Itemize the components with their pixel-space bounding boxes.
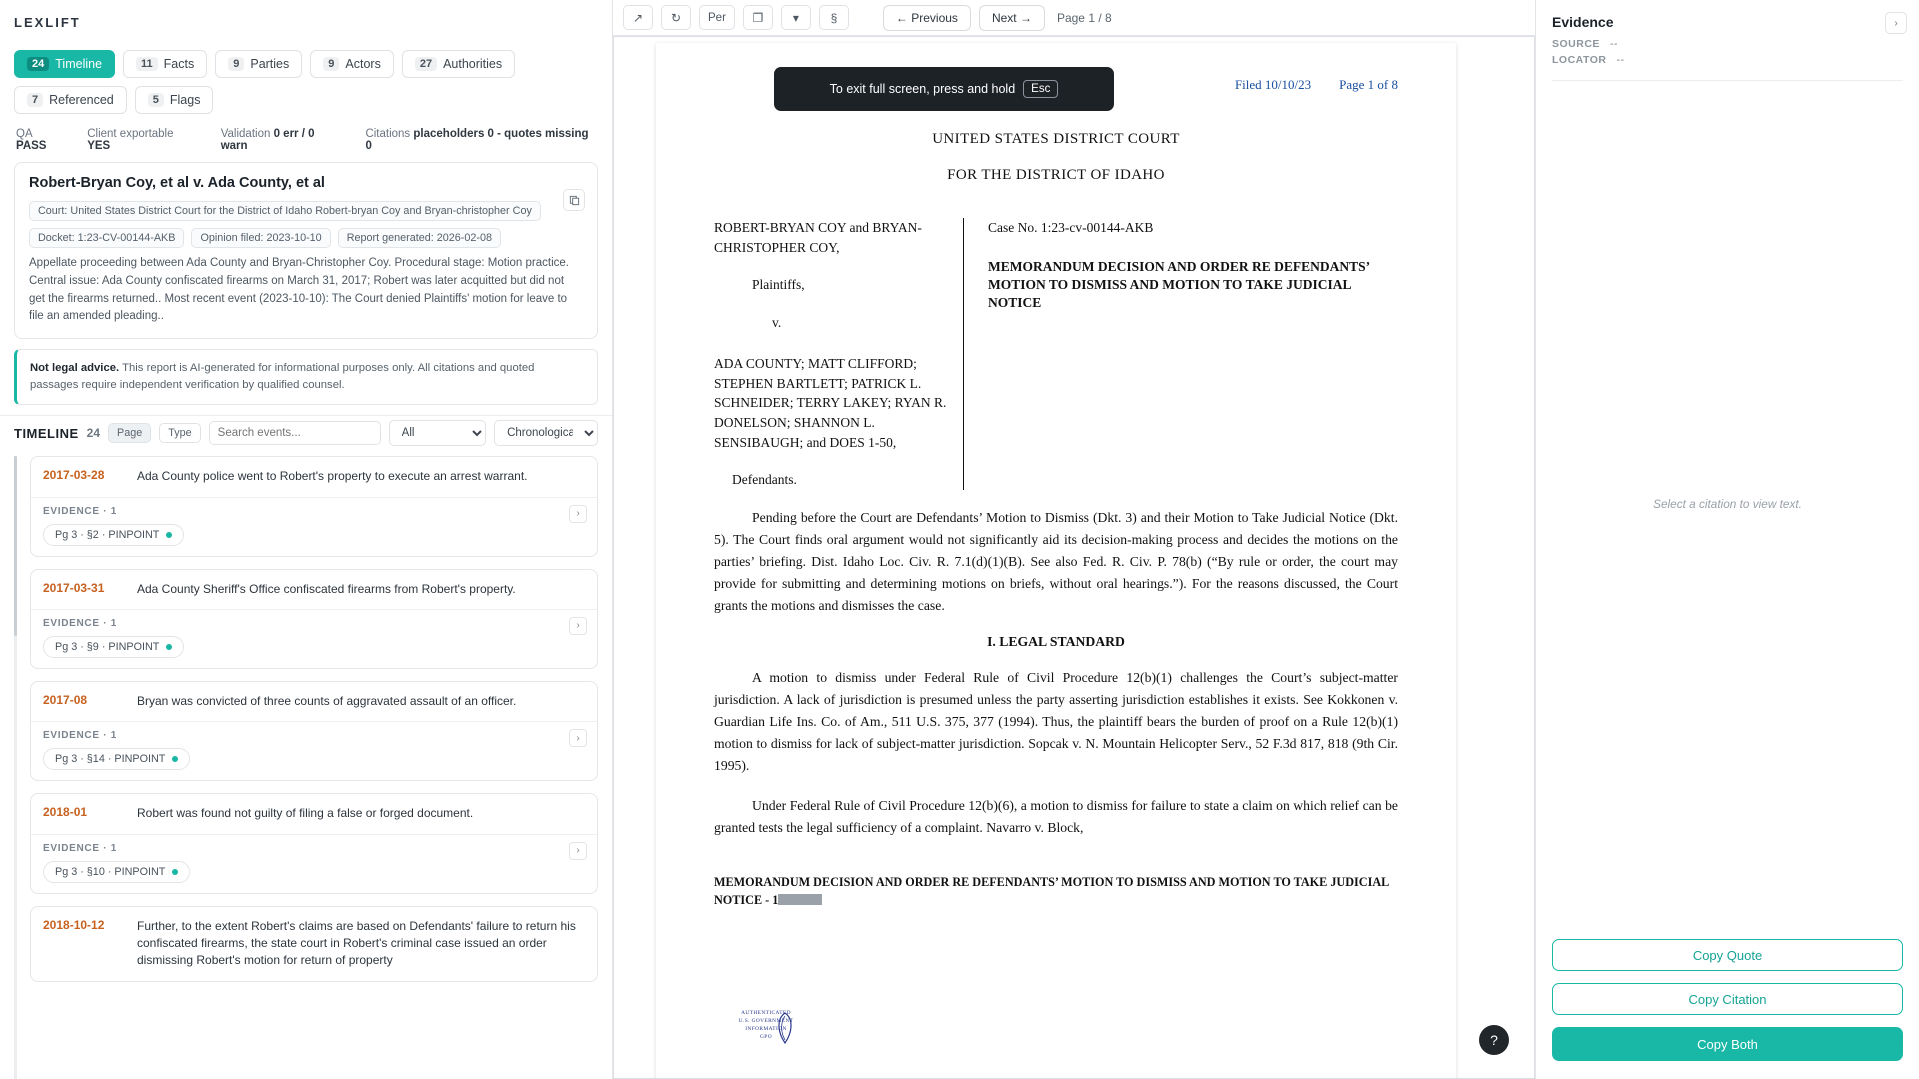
evidence-body: [1552, 80, 1903, 927]
document-footer: [714, 873, 1398, 910]
evidence-label: EVIDENCE · 1: [43, 842, 117, 854]
evidence-chip-row: [43, 636, 585, 658]
nav-chip-actors-count: 9: [323, 57, 339, 71]
document-paragraph-2: A motion to dismiss under Federal Rule of Civil Procedure 12(b)(1) challenges the Court’s subject-matter jurisdiction. A lack of jurisdiction is presumed unless the party asserting jurisdiction establishes it exists. See Kokkonen v. Guardian Life Ins. Co. of Am., 511 U.S. 375, 377 (1994). Thus, the plaintiff bears the burden of proof on a Rule 12(b)(1) motion to dismiss for lack of subject-matter jurisdiction. Sopcak v. N. Mountain Helicopter Serv., 52 F.3d 817, 818 (9th Cir. 1995).: [714, 669, 1398, 774]
nav-chip-timeline-label: Timeline: [55, 57, 103, 71]
nav-chip-facts[interactable]: [123, 50, 207, 78]
evidence-chip-row: [43, 748, 585, 770]
gpo-seal: [718, 1009, 814, 1055]
status-validation: Validation 0 err / 0 warn: [220, 128, 315, 152]
seal-line-2: U.S. GOVERNMENT: [738, 1018, 794, 1025]
filter-select[interactable]: [389, 420, 486, 446]
event-date: 2018-01: [43, 805, 88, 820]
left-panel: [0, 0, 613, 1079]
caption-defendants: ADA COUNTY; MATT CLIFFORD; STEPHEN BARTLETT; PATRICK L. SCHNEIDER; TERRY LAKEY; RYAN R. DONELSON; SHANNON L. SENSIBAUGH; and DOES 1-50,: [714, 356, 947, 450]
timeline-event-3[interactable]: [30, 681, 598, 781]
evidence-locator-value: --: [1616, 54, 1625, 66]
chevron-right-icon[interactable]: ›: [569, 617, 587, 635]
evidence-label: EVIDENCE · 1: [43, 730, 117, 742]
nav-chip-parties[interactable]: [215, 50, 302, 78]
nav-chip-facts-label: Facts: [163, 57, 195, 71]
case-title: Robert-Bryan Coy, et al v. Ada County, et al: [29, 175, 325, 191]
timeline-event-4[interactable]: [30, 793, 598, 893]
status-dot-icon: [172, 756, 178, 762]
event-evidence: [31, 497, 597, 556]
nav-chip-actors[interactable]: [310, 50, 394, 78]
court-line-2: FOR THE DISTRICT OF IDAHO: [947, 167, 1165, 183]
copy-quote-button[interactable]: Copy Quote: [1552, 939, 1903, 971]
disclaimer-banner: [14, 349, 598, 405]
rotate-icon[interactable]: ↻: [661, 5, 691, 30]
nav-chip-timeline-count: 24: [27, 57, 49, 71]
nav-chip-flags-count: 5: [148, 93, 164, 107]
nav-chip-referenced-label: Referenced: [49, 93, 114, 107]
event-evidence: [31, 609, 597, 668]
copy-page-icon[interactable]: ❐: [743, 5, 773, 30]
evidence-chip-label: Pg 3 · §2 · PINPOINT: [55, 528, 160, 541]
evidence-label: EVIDENCE · 1: [43, 505, 117, 517]
copy-both-button[interactable]: Copy Both: [1552, 1027, 1903, 1061]
document-page: [656, 43, 1456, 1079]
copy-citation-button[interactable]: Copy Citation: [1552, 983, 1903, 1015]
evidence-chip[interactable]: [43, 636, 184, 658]
memorandum-title: MEMORANDUM DECISION AND ORDER RE DEFENDANTS’ MOTION TO DISMISS AND MOTION TO TAKE JUDICIAL NOTICE: [988, 258, 1370, 310]
case-caption: [714, 218, 1398, 490]
nav-chip-flags-label: Flags: [169, 93, 201, 107]
evidence-chip-label: Pg 3 · §9 · PINPOINT: [55, 640, 160, 653]
evidence-source-row: [1536, 36, 1919, 52]
case-tag-row-1: [29, 201, 583, 221]
evidence-source-key: SOURCE: [1552, 38, 1600, 50]
case-tag-opinion-filed: Opinion filed: 2023-10-10: [191, 228, 330, 248]
esc-key-badge: Esc: [1023, 80, 1058, 98]
evidence-label: EVIDENCE · 1: [43, 617, 117, 629]
order-select[interactable]: [494, 420, 598, 446]
evidence-panel: [1535, 0, 1919, 1079]
document-section-heading: I. LEGAL STANDARD: [987, 633, 1125, 649]
timeline-toolbar: [0, 415, 612, 456]
seal-swirl-icon: [772, 1011, 798, 1045]
status-dot-icon: [166, 644, 172, 650]
case-card: [14, 162, 598, 339]
evidence-placeholder: Select a citation to view text.: [1653, 497, 1802, 511]
app-logo: LEXLIFT: [14, 14, 81, 30]
seal-line-4: GPO: [760, 1034, 772, 1041]
evidence-locator-key: LOCATOR: [1552, 54, 1607, 66]
timeline-event-5[interactable]: [30, 906, 598, 982]
copy-icon[interactable]: [563, 189, 585, 211]
nav-chip-referenced-count: 7: [27, 93, 43, 107]
viewer-toolbar: [613, 0, 1535, 36]
document-paragraph-3: Under Federal Rule of Civil Procedure 12(b)(6), a motion to dismiss for failure to state a claim on which relief can be granted tests the legal sufficiency of a complaint. Navarro v. Block,: [714, 797, 1398, 835]
evidence-source-value: --: [1609, 38, 1618, 50]
caption-defendants-label: Defendants.: [732, 472, 797, 488]
evidence-title: Evidence: [1552, 14, 1614, 30]
section-icon[interactable]: §: [819, 5, 849, 30]
redaction-box: [778, 894, 822, 905]
document-filed-date: Filed 10/10/23: [1234, 77, 1312, 92]
event-text: Ada County Sheriff's Office confiscated firearms from Robert's property.: [137, 581, 516, 596]
evidence-actions: [1536, 927, 1919, 1079]
timeline-event-1[interactable]: [30, 456, 598, 556]
evidence-chip[interactable]: [43, 861, 190, 883]
caption-right: [964, 218, 1398, 490]
fullscreen-toast-text: To exit full screen, press and hold: [829, 82, 1016, 96]
event-text: Robert was found not guilty of filing a false or forged document.: [137, 806, 474, 821]
chevron-down-icon[interactable]: ▾: [781, 5, 811, 30]
caption-plaintiffs-label: Plaintiffs,: [752, 277, 805, 293]
event-date: 2018-10-12: [43, 917, 105, 932]
nav-chip-actors-label: Actors: [345, 57, 381, 71]
help-icon[interactable]: ?: [1479, 1025, 1509, 1055]
chevron-right-icon[interactable]: ›: [569, 505, 587, 523]
case-tag-docket: Docket: 1:23-CV-00144-AKB: [29, 228, 184, 248]
event-text: Bryan was convicted of three counts of aggravated assault of an officer.: [137, 693, 517, 708]
evidence-chip-label: Pg 3 · §10 · PINPOINT: [55, 865, 166, 878]
nav-chip-parties-label: Parties: [250, 57, 290, 71]
disclaimer-strong: Not legal advice.: [30, 362, 120, 375]
evidence-chip-row: [43, 524, 585, 546]
per-button[interactable]: Per: [699, 5, 735, 30]
search-input[interactable]: [209, 421, 381, 445]
chevron-right-icon[interactable]: ›: [569, 729, 587, 747]
document-page-of: Page 1 of 8: [1339, 77, 1398, 92]
status-dot-icon: [166, 532, 172, 538]
timeline-count: 24: [86, 426, 101, 441]
next-button[interactable]: Next →: [979, 5, 1045, 31]
timeline-event-2[interactable]: [30, 569, 598, 669]
event-date: 2017-03-31: [43, 580, 105, 595]
seal-line-3: INFORMATION: [745, 1026, 787, 1033]
status-bar: [0, 124, 612, 162]
event-header: [31, 457, 597, 496]
case-number: Case No. 1:23-cv-00144-AKB: [988, 220, 1154, 235]
evidence-chip-row: [43, 861, 585, 883]
case-tag-row-2: [29, 228, 583, 248]
caption-v: v.: [772, 314, 782, 330]
nav-chip-parties-count: 9: [228, 57, 244, 71]
event-text: Ada County police went to Robert's property to execute an arrest warrant.: [137, 469, 528, 484]
evidence-chip-label: Pg 3 · §14 · PINPOINT: [55, 753, 166, 766]
timeline-label: TIMELINE: [14, 425, 79, 441]
chevron-right-icon[interactable]: ›: [1885, 12, 1907, 34]
timeline-scrollbar[interactable]: [14, 456, 17, 1079]
status-citations: Citations placeholders 0 - quotes missing 0: [365, 128, 589, 152]
document-footer-text: MEMORANDUM DECISION AND ORDER RE DEFENDANTS’ MOTION TO DISMISS AND MOTION TO TAKE JUDICIAL NOTICE - 1: [714, 874, 1389, 908]
caption-left: [714, 218, 964, 490]
evidence-chip[interactable]: [43, 524, 184, 546]
evidence-locator-row: [1536, 52, 1919, 68]
copy-glyph: [569, 195, 580, 206]
court-line-1: UNITED STATES DISTRICT COURT: [932, 131, 1180, 147]
chevron-right-icon[interactable]: ›: [569, 842, 587, 860]
nav-chip-referenced[interactable]: [14, 86, 127, 114]
seal-line-1: AUTHENTICATED: [741, 1010, 791, 1016]
event-header: [31, 794, 597, 833]
case-tag-court: Court: United States District Court for the District of Idaho Robert-bryan Coy and Bryan-christopher Coy: [29, 201, 541, 221]
event-evidence: [31, 834, 597, 893]
case-summary: Appellate proceeding between Ada County and Bryan-Christopher Coy. Procedural stage: Motion practice. Central issue: Ada County confiscated firearms on March 31, 2017; Robert was later acquitted but did not get the firearms returned.. Most recent event (2023-10-10): The Court denied Plaintiffs' motion for leave to file an amended pleading..: [29, 257, 569, 323]
nav-chip-row: [0, 44, 612, 124]
fullscreen-toast: [774, 67, 1114, 111]
event-date: 2017-03-28: [43, 468, 105, 483]
caption-plaintiffs: ROBERT-BRYAN COY and BRYAN-CHRISTOPHER COY,: [714, 220, 922, 255]
nav-chip-flags[interactable]: [135, 86, 214, 114]
page-indicator: Page 1 / 8: [1056, 10, 1112, 25]
event-evidence: [31, 721, 597, 780]
document-viewer: [613, 0, 1535, 1079]
timeline-events[interactable]: [0, 456, 612, 1079]
document-scroll-area[interactable]: [613, 36, 1535, 1079]
event-date: 2017-08: [43, 692, 88, 707]
case-tag-report-generated: Report generated: 2026-02-08: [338, 228, 501, 248]
nav-chip-authorities-label: Authorities: [443, 57, 503, 71]
pen-icon[interactable]: ↗: [623, 5, 653, 30]
nav-chip-authorities-count: 27: [415, 57, 437, 71]
event-text: Further, to the extent Robert's claims are based on Defendants' failure to return his confiscated firearms, the state court in Robert's criminal case issued an order dismissing Robert's motion for return of property: [137, 918, 576, 968]
status-client-exportable: Client exportable YES: [87, 128, 174, 152]
nav-chip-facts-count: 11: [136, 57, 158, 71]
previous-button[interactable]: ← Previous: [883, 5, 971, 31]
nav-chip-timeline[interactable]: [14, 50, 115, 78]
status-dot-icon: [172, 869, 178, 875]
disclaimer-text: This report is AI-generated for informational purposes only. All citations and quoted passages require independent verification by qualified counsel.: [30, 362, 535, 392]
timeline-scroll-thumb[interactable]: [14, 456, 17, 636]
evidence-chip[interactable]: [43, 748, 190, 770]
event-header: [31, 682, 597, 721]
document-canvas[interactable]: [613, 36, 1535, 1079]
document-paragraph-1: Pending before the Court are Defendants’ Motion to Dismiss (Dkt. 3) and their Motion to Take Judicial Notice (Dkt. 5). The Court finds oral argument would not significantly aid its decision-making process and decides the motions on the parties’ briefing. Dist. Idaho Loc. Civ. R. 7.1(d)(1)(B). See also Fed. R. Civ. P. 78(b) (“By rule or order, the court may provide for submitting and determining motions on briefs, without oral hearings.”). For the reasons discussed, the Court grants the motions and dismisses the case.: [714, 509, 1398, 614]
nav-chip-authorities[interactable]: [402, 50, 515, 78]
event-header: [31, 907, 597, 981]
event-header: [31, 570, 597, 609]
status-qa: QA PASS: [16, 128, 47, 152]
toggle-type[interactable]: Type: [159, 423, 200, 443]
toggle-page[interactable]: Page: [108, 423, 151, 443]
